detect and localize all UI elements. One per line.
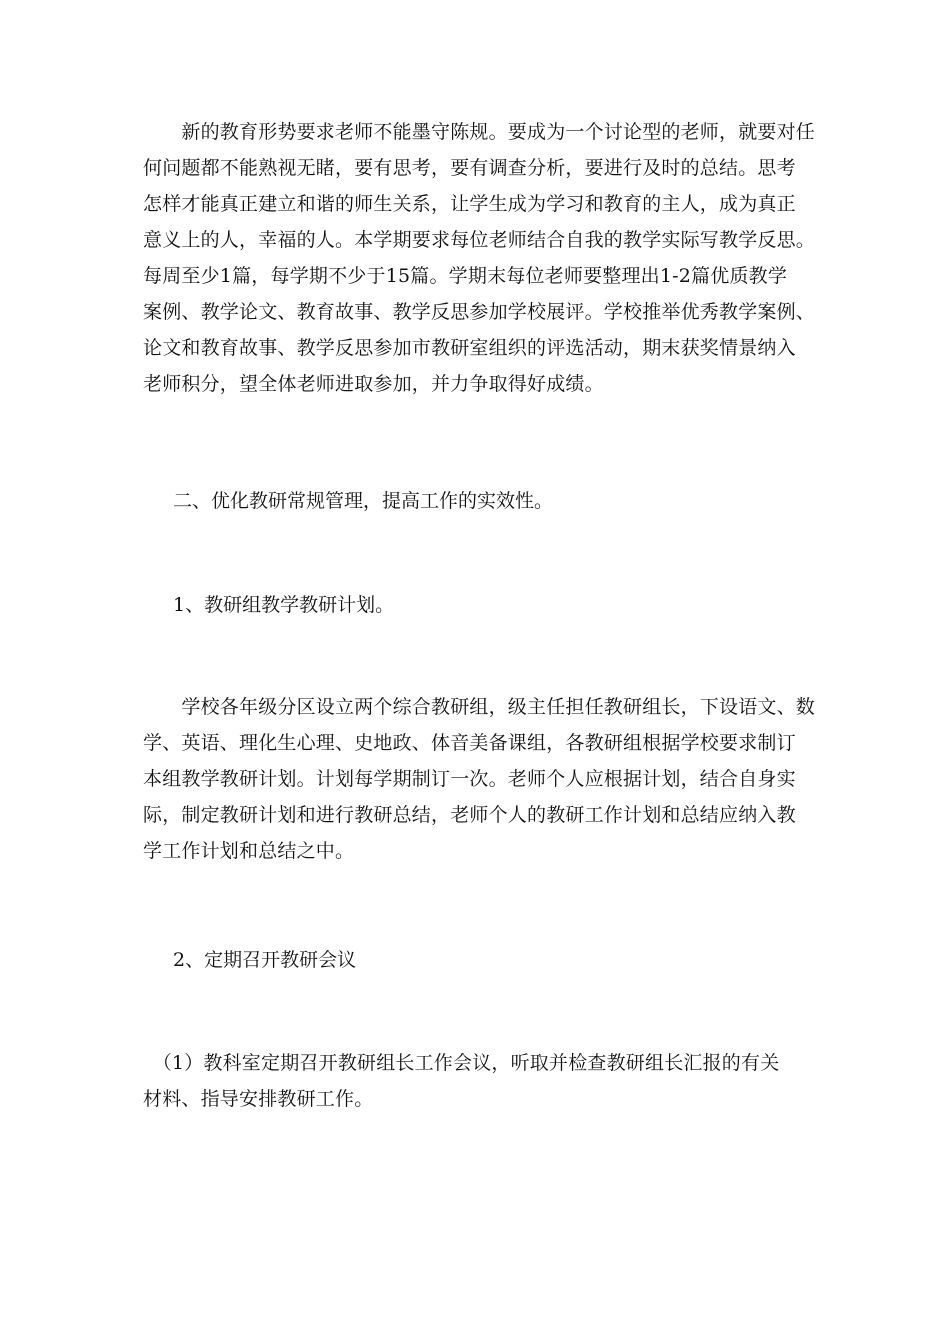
text-line: 本组教学教研计划。计划每学期制订一次。老师个人应根据计划，结合自身实 [143, 768, 796, 790]
paragraph-meetings [143, 1045, 803, 1117]
subsection-heading-2-2: 2、定期召开教研会议 [173, 949, 357, 971]
text-line: 案例、教学论文、教育故事、教学反思参加学校展评。学校推举优秀教学案例、 [143, 301, 816, 323]
section-heading-2: 二、优化教研常规管理，提高工作的实效性。 [173, 490, 554, 512]
text-line: 意义上的人，幸福的人。本学期要求每位老师结合自我的教学实际写教学反思。 [143, 229, 816, 251]
text-line: 学、英语、理化生心理、史地政、体音美备课组，各教研组根据学校要求制订 [143, 732, 796, 754]
text-line: 每周至少1篇，每学期不少于15篇。学期末每位老师要整理出1-2篇优质教学 [143, 265, 788, 287]
text-line: 学校各年级分区设立两个综合教研组，级主任担任教研组长，下设语文、数 [143, 696, 816, 718]
text-line: 学工作计划和总结之中。 [143, 840, 355, 862]
text-line: 老师积分，望全体老师进取参加，并力争取得好成绩。 [143, 373, 604, 395]
paragraph-research-groups [143, 689, 816, 869]
text-line: 论文和教育故事、教学反思参加市教研室组织的评选活动，期末获奖情景纳入 [143, 337, 796, 359]
text-line: 怎样才能真正建立和谐的师生关系，让学生成为学习和教育的主人，成为真正 [143, 193, 796, 215]
text-line: 际，制定教研计划和进行教研总结，老师个人的教研工作计划和总结应纳入教 [143, 804, 796, 826]
text-line: 新的教育形势要求老师不能墨守陈规。要成为一个讨论型的老师，就要对任 [143, 121, 816, 143]
paragraph-teaching-reflection [143, 114, 816, 402]
text-line: 何问题都不能熟视无睹，要有思考，要有调查分析，要进行及时的总结。思考 [143, 157, 796, 179]
text-line: （1）教科室定期召开教研组长工作会议，听取并检查教研组长汇报的有关 [143, 1052, 780, 1074]
text-line: 材料、指导安排教研工作。 [143, 1088, 374, 1110]
subsection-heading-2-1: 1、教研组教学教研计划。 [173, 594, 395, 616]
